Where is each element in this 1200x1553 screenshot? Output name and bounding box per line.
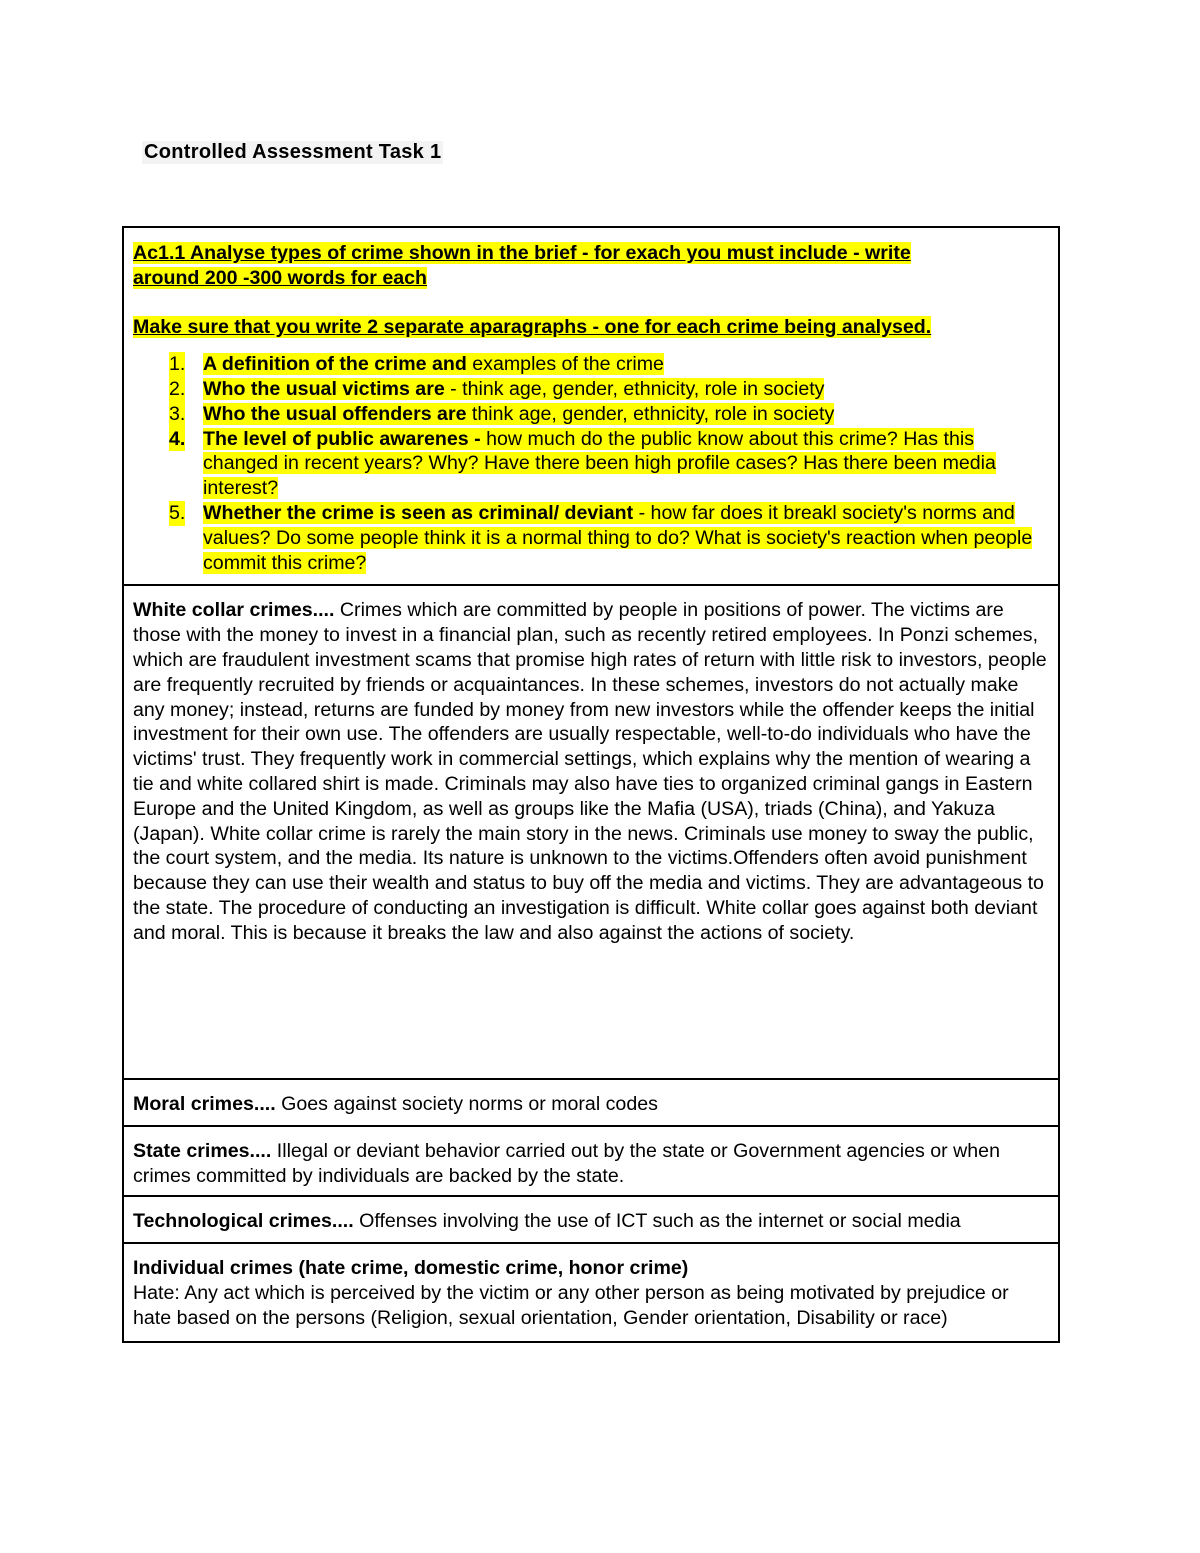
- technological-crimes-cell: [124, 1197, 1058, 1244]
- state-label: State crimes....: [133, 1140, 272, 1163]
- instructions-heading-line2: around 200 -300 words for each: [133, 266, 428, 289]
- white-collar-crimes-cell: [124, 586, 1058, 1080]
- individual-text: Hate: Any act which is perceived by the victim or any other person as being motivated by prejudice or hate based on the persons (Religion, sexual orientation, Gender orientation, Disability or race): [133, 1282, 1009, 1329]
- assessment-table: [122, 226, 1060, 1343]
- state-text: Illegal or deviant behavior carried out by the state or Government agencies or when crimes committed by individuals are backed by the state.: [133, 1140, 1000, 1188]
- separate-paragraphs-note: Make sure that you write 2 separate aparagraphs - one for each crime being analysed.: [133, 316, 932, 339]
- list-item: 4. The level of public awarenes - how much do the public know about this crime? Has this changed in recent years? Why? Have there been high profile cases? Has there been media interest?: [169, 427, 996, 500]
- instructions-cell: [124, 228, 1058, 586]
- criteria-list: [133, 352, 1049, 575]
- individual-crimes-cell: [124, 1244, 1058, 1340]
- list-item: 3. Who the usual offenders are think age, gender, ethnicity, role in society: [169, 402, 835, 425]
- page-title: Controlled Assessment Task 1: [144, 141, 442, 163]
- white-collar-label: White collar crimes....: [133, 599, 335, 622]
- technological-text: Offenses involving the use of ICT such as the internet or social media: [353, 1210, 961, 1233]
- moral-label: Moral crimes....: [133, 1093, 276, 1116]
- white-collar-text: Crimes which are committed by people in positions of power. The victims are those with the money to invest in a financial plan, such as recently retired employees. In Ponzi schemes, which are fraudulent investment scams that promise high rates of return with little risk to investors, people are frequently recruited by friends or acquaintances. In these schemes, investors do not actually make any money; instead, returns are funded by money from new investors while the offender keeps the initial investment for their own use. The offenders are usually respectable, well-to-do individuals who have the victims' trust. They frequently work in commercial settings, which explains why the mention of wearing a tie and white collared shirt is made. Criminals may also have ties to organized criminal gangs in Eastern Europe and the United Kingdom, as well as groups like the Mafia (USA), triads (China), and Yakuza (Japan). White collar crime is rarely the main story in the news. Criminals use money to sway the public, the court system, and the media. Its nature is unknown to the victims.Offenders often avoid punishment because they can use their wealth and status to buy off the media and victims. They are advantageous to the state. The procedure of conducting an investigation is difficult. White collar goes against both deviant and moral. This is because it breaks the law and also against the actions of society.: [133, 599, 1047, 944]
- state-crimes-cell: [124, 1127, 1058, 1197]
- individual-label: Individual crimes (hate crime, domestic crime, honor crime): [133, 1257, 689, 1280]
- list-item: 5. Whether the crime is seen as criminal/ deviant - how far does it breakl society's norms and values? Do some people think it is a normal thing to do? What is society's reaction when people commit this crime?: [169, 501, 1033, 574]
- moral-text: Goes against society norms or moral codes: [275, 1093, 658, 1116]
- instructions-heading-line1: Ac1.1 Analyse types of crime shown in the brief - for exach you must include - write: [133, 242, 911, 264]
- list-item: 2. Who the usual victims are - think age, gender, ethnicity, role in society: [169, 377, 825, 400]
- moral-crimes-cell: [124, 1080, 1058, 1127]
- list-item: 1. A definition of the crime and examples of the crime: [169, 353, 664, 376]
- technological-label: Technological crimes....: [133, 1210, 354, 1233]
